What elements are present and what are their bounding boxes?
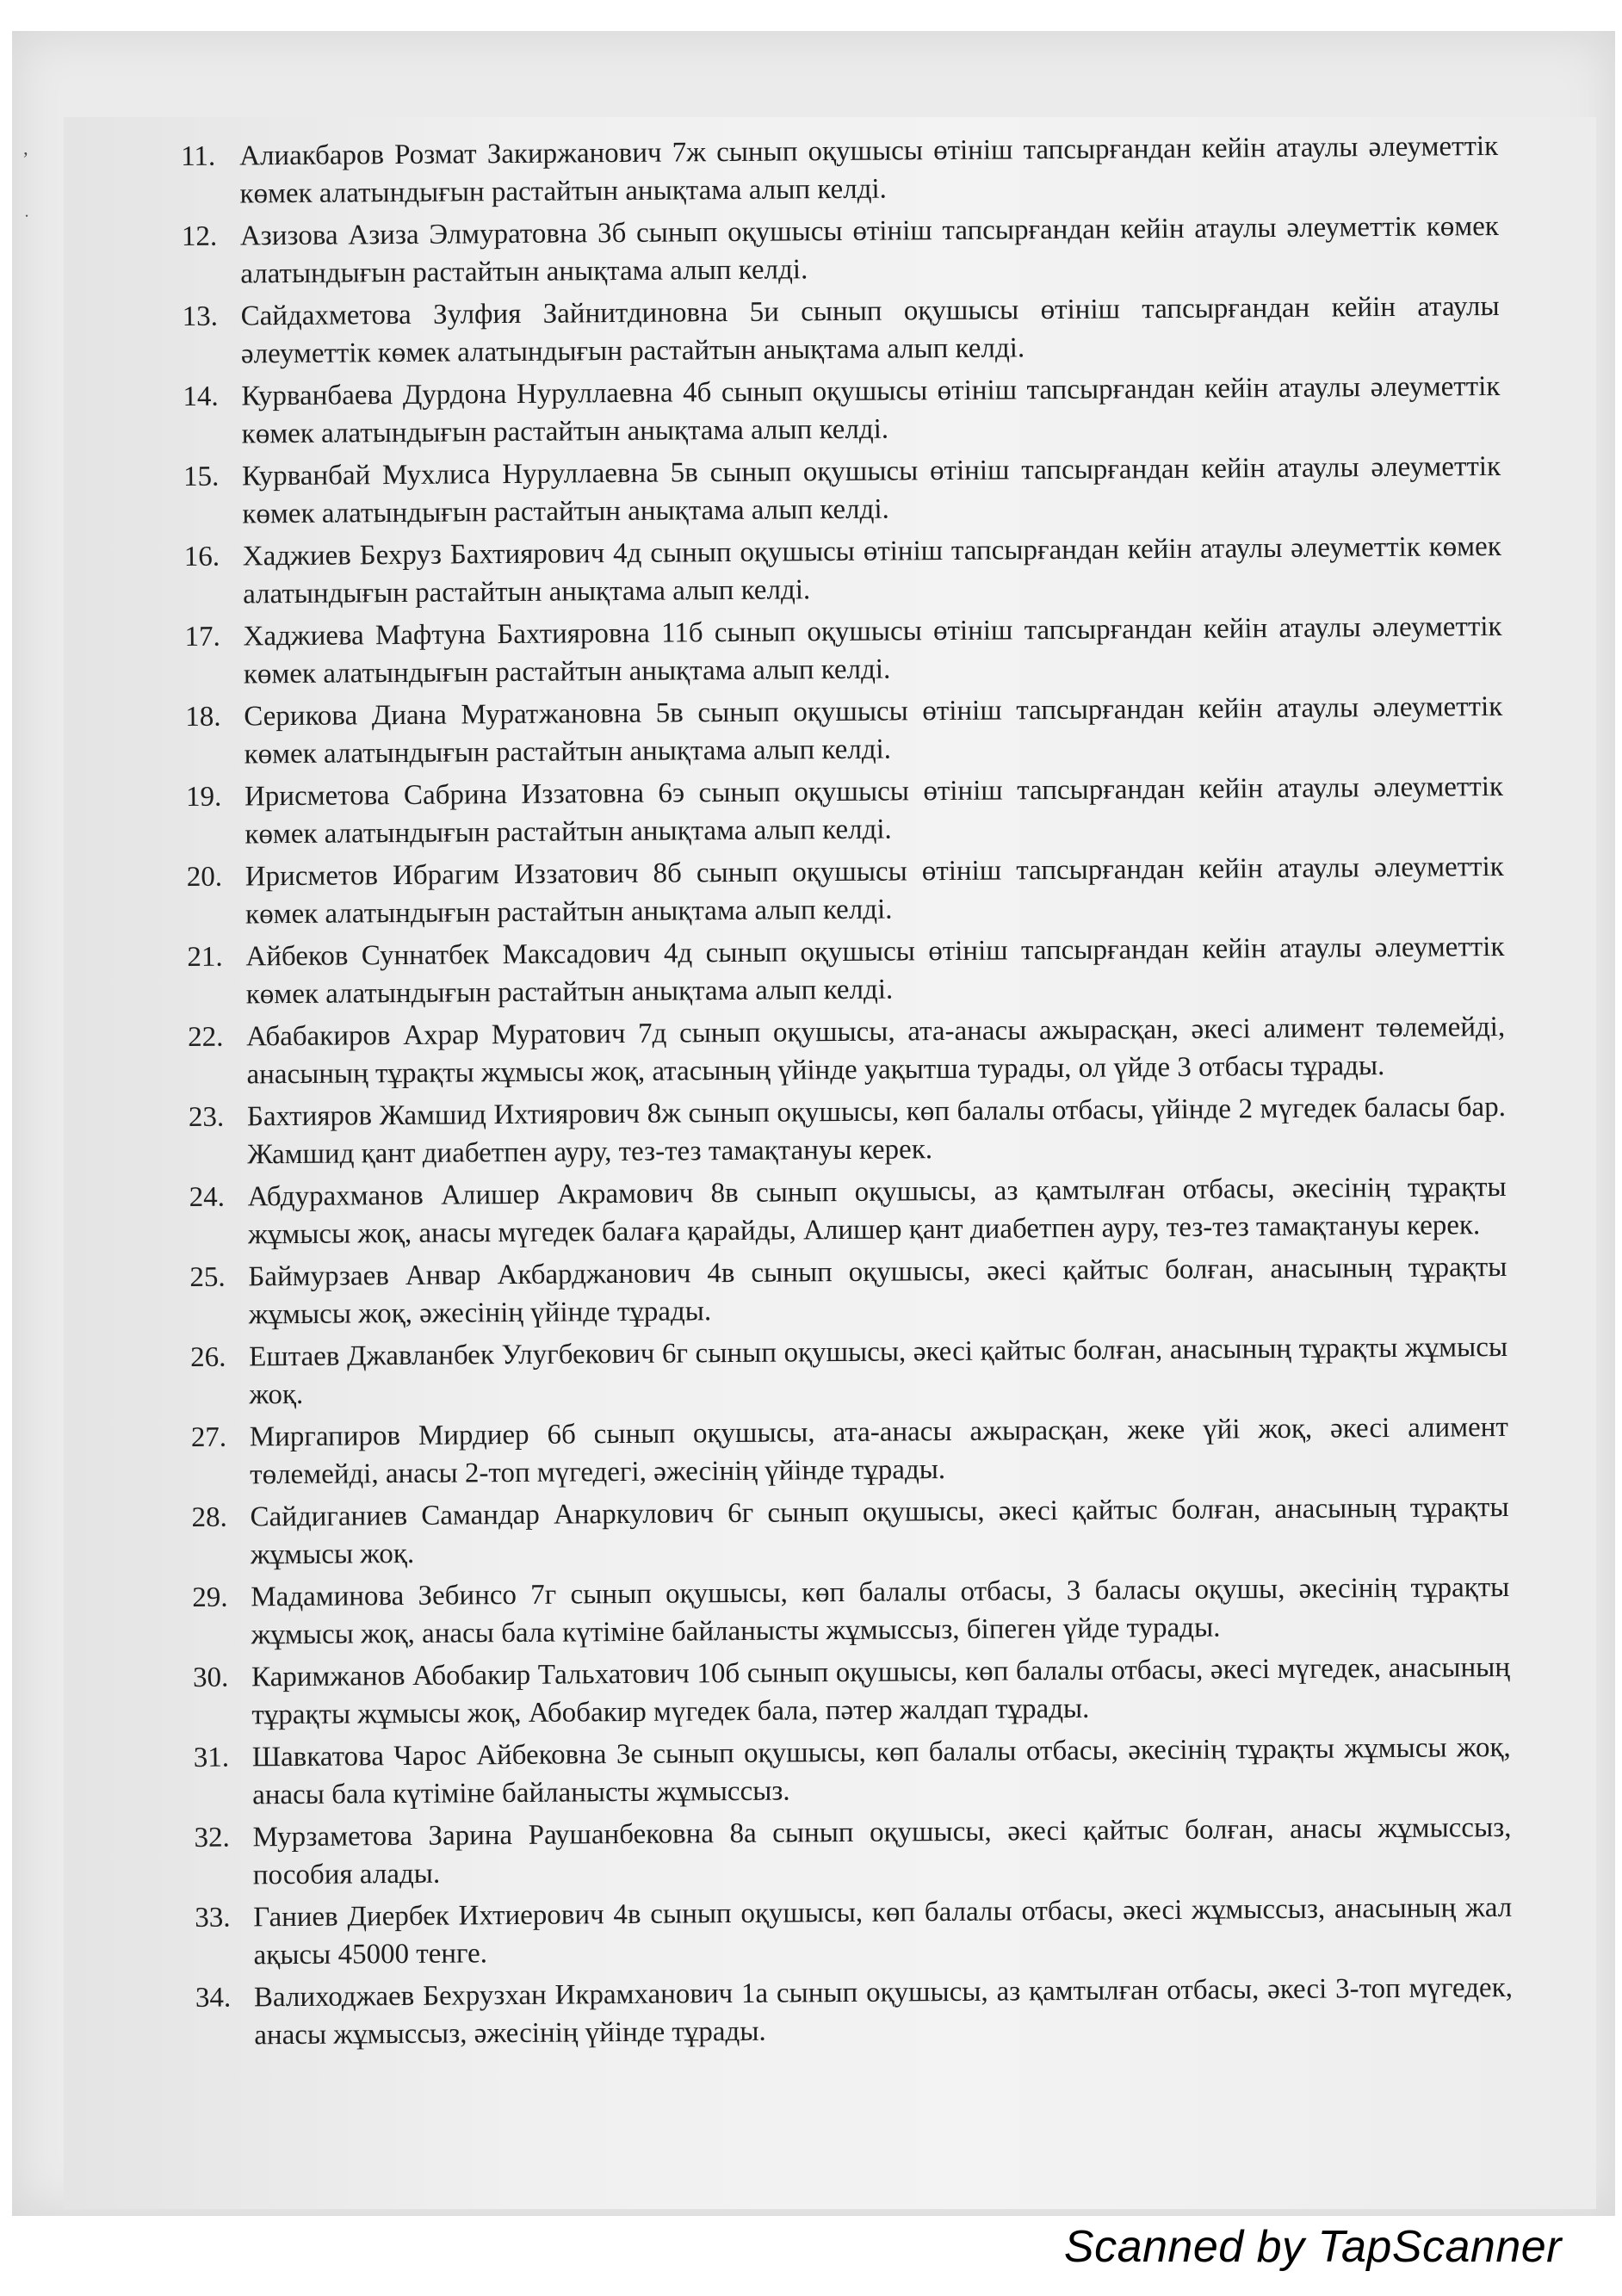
item-number: 13. bbox=[182, 300, 219, 332]
list-item bbox=[186, 768, 1504, 854]
item-text: Серикова Диана Муратжановна 5в сынып оқушысы өтініш тапсырғандан кейін атаулы әлеуметтік көмек алатындығын растайтын анықтама алып келді. bbox=[244, 690, 1503, 770]
item-number: 23. bbox=[188, 1101, 225, 1133]
list-item bbox=[184, 608, 1502, 694]
item-number: 34. bbox=[195, 1982, 232, 2014]
student-list bbox=[181, 127, 1513, 2059]
item-text: Абабакиров Ахрар Муратович 7д сынып оқушысы, ата-анасы ажырасқан, әкесі алимент төлемейді, анасының тұрақты жұмысы жоқ, атасының үйінде уақытша турады, ол үйде 3 отбасы тұрады. bbox=[246, 1011, 1506, 1091]
list-item bbox=[194, 1729, 1512, 1815]
item-number: 25. bbox=[189, 1261, 226, 1293]
item-number: 15. bbox=[183, 461, 220, 492]
item-number: 16. bbox=[183, 541, 220, 572]
item-text: Ганиев Диербек Ихтиерович 4в сынып оқушысы, көп балалы отбасы, әкесі жұмыссыз, анасының жал ақысы 45000 тенге. bbox=[253, 1891, 1513, 1971]
list-item bbox=[182, 288, 1500, 374]
item-number: 19. bbox=[185, 781, 222, 813]
list-item bbox=[184, 528, 1502, 614]
list-item bbox=[188, 1008, 1506, 1094]
margin-mark: ʼ bbox=[22, 148, 29, 170]
item-text: Бахтияров Жамшид Ихтиярович 8ж сынып оқушысы, көп балалы отбасы, үйінде 2 мүгедек баласы бар. Жамшид қант диабетпен ауру, тез-тез тамақтануы керек. bbox=[246, 1091, 1507, 1171]
item-text: Сайдиганиев Самандар Анаркулович 6г сынып оқушысы, әкесі қайтыс болған, анасының тұрақты жұмысы жоқ. bbox=[250, 1491, 1509, 1571]
item-text: Курванбай Мухлиса Нуруллаевна 5в сынып оқушысы өтініш тапсырғандан кейін атаулы әлеуметтік көмек алатындығын растайтын анықтама алып келді. bbox=[241, 450, 1501, 530]
list-item bbox=[191, 1408, 1509, 1495]
item-text: Хаджиева Мафтуна Бахтияровна 11б сынып оқушысы өтініш тапсырғандан кейін атаулы әлеуметтік көмек алатындығын растайтын анықтама алып келді. bbox=[243, 610, 1502, 690]
list-item bbox=[191, 1488, 1509, 1575]
item-text: Шавкатова Чарос Айбековна 3е сынып оқушысы, көп балалы отбасы, әкесінің тұрақты жұмысы жоқ, анасы бала күтіміне байланысты жұмыссыз. bbox=[251, 1731, 1511, 1811]
item-text: Ештаев Джавланбек Улугбекович 6г сынып оқушысы, әкесі қайтыс болған, анасының тұрақты жұмысы жоқ. bbox=[248, 1331, 1508, 1411]
list-item bbox=[189, 1088, 1507, 1174]
item-text: Мурзаметова Зарина Раушанбековна 8а сынып оқушысы, әкесі қайтыс болған, анасы жұмыссыз, пособия алады. bbox=[252, 1811, 1512, 1891]
item-number: 20. bbox=[186, 861, 223, 893]
item-text: Ирисметова Сабрина Иззатовна 6э сынып оқушысы өтініш тапсырғандан кейін атаулы әлеуметтік көмек алатындығын растайтын анықтама алып келді. bbox=[244, 770, 1504, 851]
item-number: 21. bbox=[187, 941, 223, 973]
list-item bbox=[193, 1649, 1511, 1735]
item-number: 11. bbox=[181, 140, 216, 172]
item-text: Абдурахманов Алишер Акрамович 8в сынып оқушысы, аз қамтылған отбасы, әкесінің тұрақты жұмысы жоқ, анасы мүгедек балаға қарайды, Алишер қант диабетпен ауру, тез-тез тамақтануы керек. bbox=[247, 1171, 1507, 1251]
item-number: 28. bbox=[191, 1501, 227, 1533]
list-item bbox=[195, 1969, 1514, 2055]
item-text: Ирисметов Ибрагим Иззатович 8б сынып оқушысы өтініш тапсырғандан кейін атаулы әлеуметтік көмек алатындығын растайтын анықтама алып келді. bbox=[245, 851, 1504, 931]
item-text: Баймурзаев Анвар Акбарджанович 4в сынып оқушысы, әкесі қайтыс болған, анасының тұрақты жұмысы жоқ, әжесінің үйінде тұрады. bbox=[248, 1251, 1507, 1331]
item-number: 30. bbox=[192, 1662, 229, 1693]
list-item bbox=[181, 127, 1499, 214]
item-text: Хаджиев Бехруз Бахтиярович 4д сынып оқушысы өтініш тапсырғандан кейін атаулы әлеуметтік көмек алатындығын растайтын анықтама алып келді. bbox=[242, 530, 1501, 610]
item-text: Сайдахметова Зулфия Зайнитдиновна 5и сынып оқушысы өтініш тапсырғандан кейін атаулы әлеуметтік көмек алатындығын растайтын анықтама алып келді. bbox=[240, 290, 1500, 370]
list-item bbox=[187, 848, 1505, 934]
item-number: 14. bbox=[183, 381, 219, 412]
item-number: 12. bbox=[181, 220, 218, 252]
scanner-watermark: Scanned by TapScanner bbox=[1063, 2222, 1562, 2272]
item-number: 31. bbox=[193, 1742, 230, 1773]
item-text: Айбеков Суннатбек Максадович 4д сынып оқушысы өтініш тапсырғандан кейін атаулы әлеуметтік көмек алатындығын растайтын анықтама алып келді. bbox=[245, 931, 1505, 1011]
list-item bbox=[192, 1569, 1510, 1655]
item-text: Миргапиров Мирдиер 6б сынып оқушысы, ата-анасы ажырасқан, жеке үйі жоқ, әкесі алимент төлемейді, анасы 2-топ мүгедегі, әжесінің үйінде тұрады. bbox=[249, 1411, 1508, 1491]
item-number: 33. bbox=[195, 1902, 231, 1934]
list-item bbox=[182, 207, 1500, 294]
list-item bbox=[183, 448, 1501, 534]
margin-mark: ˑ bbox=[24, 207, 30, 228]
list-item bbox=[185, 688, 1503, 774]
item-text: Валиходжаев Бехрузхан Икрамханович 1а сынып оқушысы, аз қамтылған отбасы, әкесі 3-топ мүгедек, анасы жұмыссыз, әжесінің үйінде тұрады. bbox=[253, 1971, 1514, 2052]
list-item bbox=[187, 928, 1505, 1014]
item-text: Азизова Азиза Элмуратовна 3б сынып оқушысы өтініш тапсырғандан кейін атаулы әлеуметтік көмек алатындығын растайтын анықтама алып келді. bbox=[239, 210, 1499, 290]
list-item bbox=[183, 368, 1501, 454]
item-number: 27. bbox=[190, 1421, 227, 1453]
item-number: 26. bbox=[189, 1341, 226, 1373]
list-item bbox=[189, 1248, 1507, 1334]
item-number: 22. bbox=[188, 1021, 224, 1053]
list-item bbox=[190, 1328, 1508, 1414]
list-item bbox=[194, 1809, 1512, 1895]
item-text: Каримжанов Абобакир Тальхатович 10б сынып оқушысы, көп балалы отбасы, әкесі мүгедек, анасының тұрақты жұмысы жоқ, Абобакир мүгедек бала, пәтер жалдап тұрады. bbox=[251, 1651, 1511, 1731]
item-number: 24. bbox=[189, 1181, 226, 1213]
item-text: Алиакбаров Розмат Закиржанович 7ж сынып оқушысы өтініш тапсырғандан кейін атаулы әлеуметтік көмек алатындығын растайтын анықтама алып келді. bbox=[239, 130, 1499, 210]
item-number: 29. bbox=[192, 1581, 228, 1613]
item-text: Курванбаева Дурдона Нуруллаевна 4б сынып оқушысы өтініш тапсырғандан кейін атаулы әлеуметтік көмек алатындығын растайтын анықтама алып келді. bbox=[241, 370, 1501, 450]
list-item bbox=[189, 1168, 1507, 1254]
item-number: 32. bbox=[194, 1822, 230, 1854]
item-number: 17. bbox=[184, 621, 220, 653]
item-text: Мадаминова Зебинсо 7г сынып оқушысы, көп балалы отбасы, 3 баласы оқушы, әкесінің тұрақты жұмысы жоқ, анасы бала күтіміне байланысты жұмыссыз, біпеген үйде турады. bbox=[251, 1571, 1510, 1651]
item-number: 18. bbox=[185, 701, 221, 733]
list-item bbox=[195, 1889, 1513, 1975]
